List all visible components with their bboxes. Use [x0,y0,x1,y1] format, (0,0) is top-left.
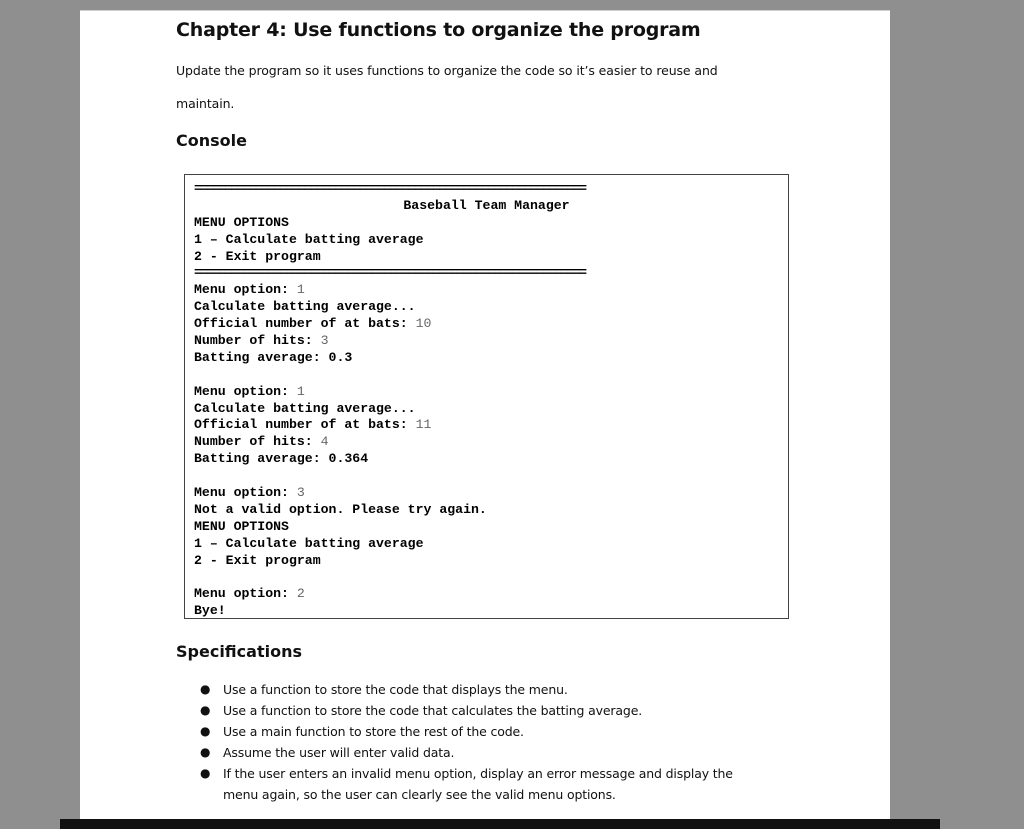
bullet-icon: ● [200,682,211,696]
specifications-list [190,679,750,805]
console-user-input: 10 [415,316,432,332]
console-output-box [184,174,789,619]
console-separator: ================================================================ [194,181,586,196]
list-item [190,742,750,763]
list-item [190,763,750,805]
specification-text: Use a main function to store the rest of the code. [223,724,524,739]
console-average-line: Batting average: 0.364 [194,451,369,467]
chapter-title: Chapter 4: Use functions to organize the program [176,19,701,41]
console-blank-line [194,367,779,384]
bullet-icon: ● [200,766,211,780]
console-at-bats-line [194,417,779,434]
intro-text-line-2: maintain. [176,96,235,111]
console-user-input: 11 [415,417,432,433]
bullet-icon: ● [200,724,211,738]
console-prompt-line [194,384,779,401]
console-prompt-line [194,586,779,603]
console-prompt-line [194,282,779,299]
console-hits-line [194,333,779,350]
console-average-line: Batting average: 0.3 [194,349,353,365]
console-menu-header: MENU OPTIONS [194,518,289,534]
console-at-bats-label: Official number of at bats: [194,316,416,332]
console-menu-option-2: 2 - Exit program [194,248,321,264]
console-calc-heading: Calculate batting average... [194,400,416,416]
console-app-title: Baseball Team Manager [403,197,570,213]
console-prompt-label: Menu option: [194,586,297,602]
console-prompt-label: Menu option: [194,383,297,399]
specification-text: If the user enters an invalid menu option, display an error message and display the menu again, so the user can clearly see the valid menu options. [223,766,733,802]
document-page [80,10,890,820]
console-heading: Console [176,131,247,150]
console-menu-option-2: 2 - Exit program [194,552,321,568]
console-calc-heading: Calculate batting average... [194,299,416,315]
viewer-bottom-bar [60,819,940,829]
console-at-bats-line [194,316,779,333]
console-prompt-label: Menu option: [194,282,297,298]
specification-text: Use a function to store the code that displays the menu. [223,682,568,697]
console-user-input: 4 [320,434,329,450]
bullet-icon: ● [200,745,211,759]
console-at-bats-label: Official number of at bats: [194,417,416,433]
console-menu-option-1: 1 – Calculate batting average [194,231,424,247]
console-user-input: 2 [296,586,305,602]
specification-text: Assume the user will enter valid data. [223,745,455,760]
console-user-input: 3 [320,333,329,349]
bullet-icon: ● [200,703,211,717]
intro-text-line-1: Update the program so it uses functions to organize the code so it’s easier to reuse and [176,63,718,78]
console-menu-option-1: 1 – Calculate batting average [194,535,424,551]
list-item [190,700,750,721]
console-separator: ================================================================ [194,265,586,281]
console-error-line: Not a valid option. Please try again. [194,501,487,517]
list-item [190,721,750,742]
console-hits-label: Number of hits: [194,333,321,349]
console-prompt-line [194,485,779,502]
specifications-heading: Specifications [176,642,302,661]
console-hits-label: Number of hits: [194,434,321,450]
console-blank-line [194,468,779,485]
console-user-input: 1 [296,383,305,399]
console-user-input: 1 [296,282,305,298]
list-item [190,679,750,700]
console-prompt-label: Menu option: [194,485,297,501]
console-hits-line [194,434,779,451]
console-blank-line [194,569,779,586]
specification-text: Use a function to store the code that calculates the batting average. [223,703,643,718]
console-menu-header: MENU OPTIONS [194,214,289,230]
console-bye-line: Bye! [194,603,226,619]
console-user-input: 3 [296,485,305,501]
